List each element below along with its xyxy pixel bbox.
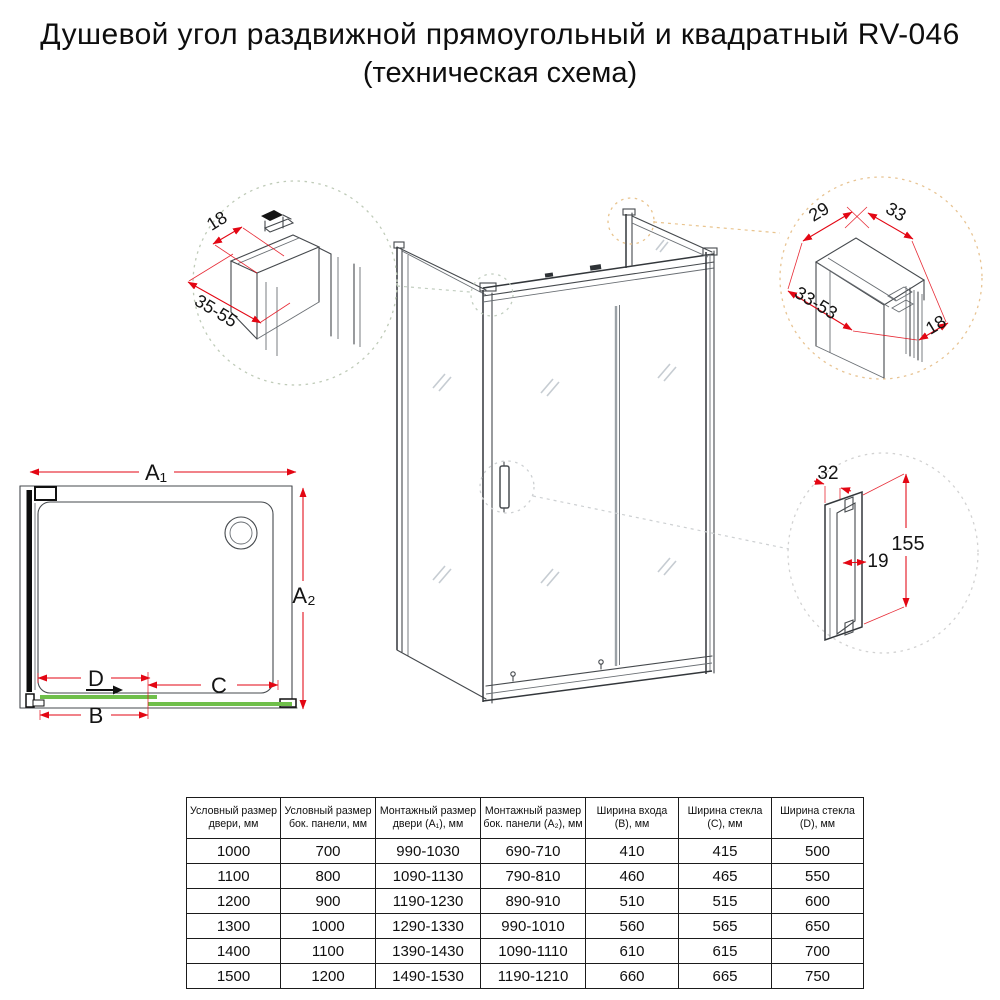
side-panel-profile [27, 490, 33, 692]
drain-circle-inner [230, 522, 252, 544]
table-cell: 610 [586, 939, 679, 964]
table-cell: 700 [281, 839, 376, 864]
detail-top-right [780, 177, 982, 379]
dim-33-label: 33 [882, 198, 910, 226]
dim-a1-label: A₁ [144, 460, 168, 485]
dim-d-label: D [88, 666, 104, 691]
callout-rear-post [608, 198, 654, 244]
table-cell: 415 [679, 839, 772, 864]
table-cell: 1000 [281, 914, 376, 939]
table-row [187, 889, 864, 914]
table-cell: 1200 [281, 964, 376, 989]
detail-handle [788, 453, 978, 653]
table-row [187, 914, 864, 939]
table-row [187, 964, 864, 989]
table-cell: 750 [772, 964, 864, 989]
dim-handle-width-label: 32 [817, 463, 839, 484]
table-cell: 1190-1210 [481, 964, 586, 989]
table-cell: 790-810 [481, 864, 586, 889]
table-cell: 1200 [187, 889, 281, 914]
table-cell: 990-1010 [481, 914, 586, 939]
page-title: Душевой угол раздвижной прямоугольный и квадратный RV-046 [40, 18, 960, 51]
table-cell: 510 [586, 889, 679, 914]
table-cell: 1100 [281, 939, 376, 964]
fixed-glass-panel [148, 702, 292, 706]
dim-18-label: 18 [922, 311, 950, 339]
table-cell: 615 [679, 939, 772, 964]
table-cell: 1090-1130 [376, 864, 481, 889]
table-cell: 890-910 [481, 889, 586, 914]
table-cell: 665 [679, 964, 772, 989]
table-cell: 1400 [187, 939, 281, 964]
table-header-cell: Условный размер бок. панели, мм [281, 798, 376, 839]
dim-33-53-label: 33-53 [791, 282, 841, 324]
sliding-door-glass [40, 695, 157, 699]
table-cell: 515 [679, 889, 772, 914]
table-header-cell: Ширина стекла (D), мм [772, 798, 864, 839]
table-cell: 500 [772, 839, 864, 864]
table-cell: 660 [586, 964, 679, 989]
size-table [186, 797, 864, 989]
table-cell: 1090-1110 [481, 939, 586, 964]
door-handle [500, 462, 509, 512]
page-subtitle: (техническая схема) [362, 57, 638, 89]
main-isometric-view [394, 198, 717, 703]
table-cell: 650 [772, 914, 864, 939]
table-header-cell: Ширина входа (B), мм [586, 798, 679, 839]
table-cell: 1190-1230 [376, 889, 481, 914]
plan-view [20, 460, 316, 728]
table-row [187, 864, 864, 889]
table-cell: 1290-1330 [376, 914, 481, 939]
table-cell: 1500 [187, 964, 281, 989]
table-row [187, 939, 864, 964]
table-row [187, 839, 864, 864]
dim-a2-label: A₂ [292, 583, 316, 608]
table-cell: 1490-1530 [376, 964, 481, 989]
dim-wall-range-label: 35-55 [191, 290, 241, 332]
dim-b-label: B [88, 703, 104, 728]
table-cell: 550 [772, 864, 864, 889]
table-cell: 990-1030 [376, 839, 481, 864]
leader-lines [397, 222, 789, 549]
table-cell: 460 [586, 864, 679, 889]
table-header-cell: Условный размер двери, мм [187, 798, 281, 839]
table-header-cell: Ширина стекла (C), мм [679, 798, 772, 839]
detail-top-left [188, 181, 397, 385]
dim-c-label: C [211, 673, 227, 698]
table-cell: 565 [679, 914, 772, 939]
table-cell: 1300 [187, 914, 281, 939]
table-cell: 560 [586, 914, 679, 939]
table-cell: 600 [772, 889, 864, 914]
table-cell: 900 [281, 889, 376, 914]
table-cell: 410 [586, 839, 679, 864]
table-cell: 465 [679, 864, 772, 889]
dim-handle-height-label: 155 [891, 533, 925, 555]
table-cell: 800 [281, 864, 376, 889]
table-cell: 690-710 [481, 839, 586, 864]
table-cell: 1390-1430 [376, 939, 481, 964]
table-cell: 1000 [187, 839, 281, 864]
table-header-cell: Монтажный размер бок. панели (A₂), мм [481, 798, 586, 839]
dim-wall-depth-label: 18 [203, 207, 231, 235]
dim-29-label: 29 [805, 198, 833, 226]
table-header-cell: Монтажный размер двери (A₁), мм [376, 798, 481, 839]
table-cell: 700 [772, 939, 864, 964]
dim-handle-gap-label: 19 [867, 551, 889, 572]
table-header-row [187, 798, 864, 839]
shower-tray [38, 502, 273, 693]
table-cell: 1100 [187, 864, 281, 889]
